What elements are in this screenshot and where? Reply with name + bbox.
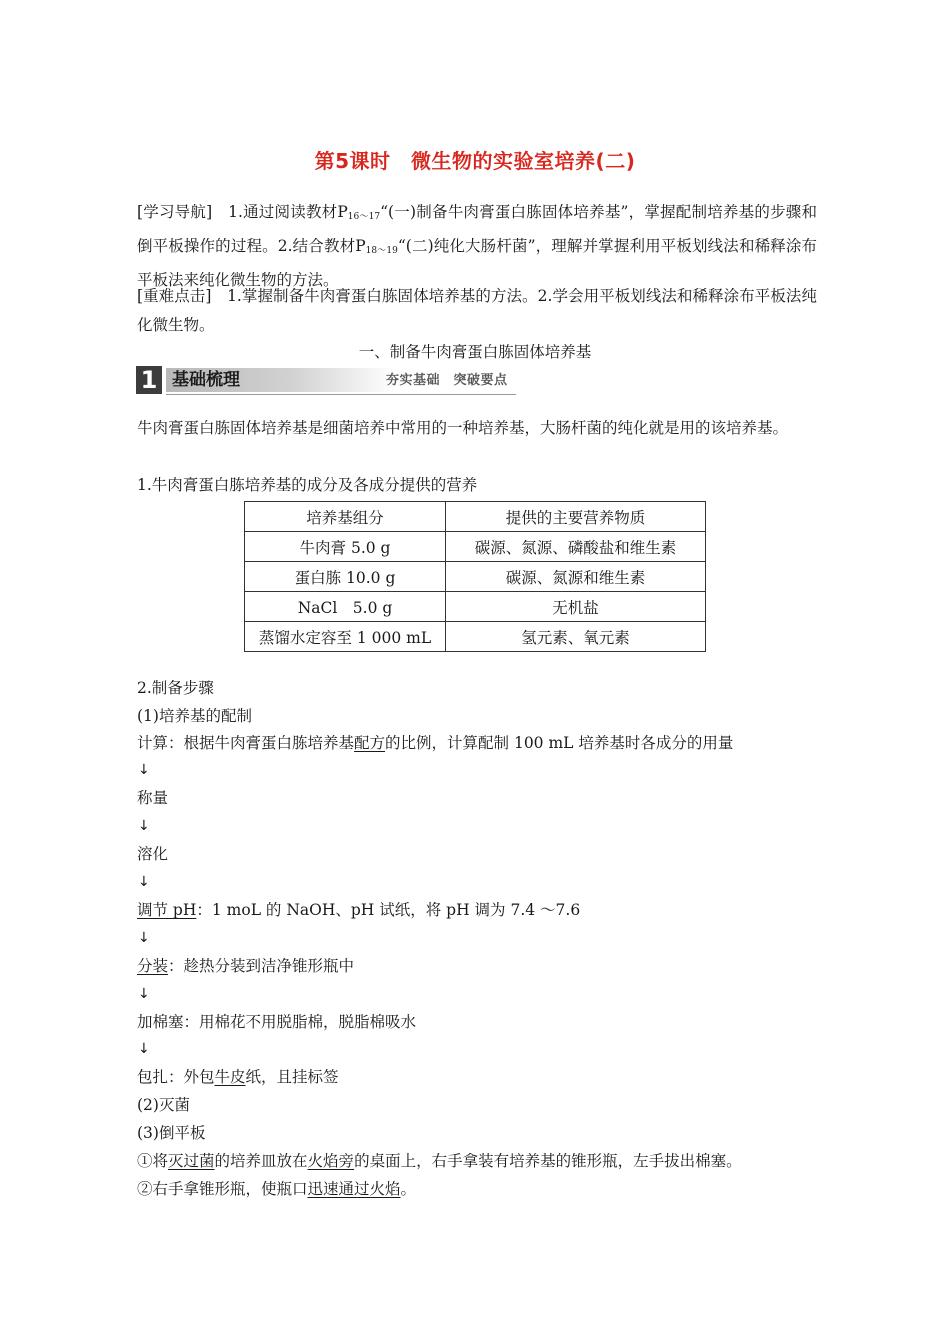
step-calculate [137, 732, 733, 754]
step-text: 纸，且挂标签 [245, 1068, 339, 1086]
step-subheading-3: (3)倒平板 [137, 1124, 206, 1142]
underlined-term: 灭过菌 [168, 1152, 215, 1170]
banner-divider [166, 394, 516, 395]
step-text: 的培养皿放在 [214, 1152, 308, 1170]
step-plug: 加棉塞：用棉花不用脱脂棉，脱脂棉吸水 [137, 1013, 417, 1031]
step-subheading-2: (2)灭菌 [137, 1096, 190, 1114]
page-title: 第5课时 微生物的实验室培养(二) [314, 149, 636, 173]
item-1-heading: 1.牛肉膏蛋白胨培养基的成分及各成分提供的营养 [137, 476, 478, 494]
pour-step-2 [137, 1178, 416, 1200]
underlined-term: 配方 [354, 734, 386, 752]
underlined-term: 迅速通过火焰 [307, 1180, 401, 1198]
pour-step-1 [137, 1150, 742, 1172]
underlined-term: 调节 pH [137, 901, 197, 919]
table-row [245, 622, 706, 652]
step-adjust-ph [137, 899, 580, 921]
step-subheading-1: (1)培养基的配制 [137, 707, 252, 725]
item-2-heading: 2.制备步骤 [137, 679, 214, 697]
banner-subtitle: 夯实基础 突破要点 [386, 373, 508, 388]
step-wrap [137, 1066, 339, 1088]
underlined-term: 牛皮 [214, 1068, 246, 1086]
intro-paragraph: 牛肉膏蛋白胨固体培养基是细菌培养中常用的一种培养基，大肠杆菌的纯化就是用的该培养基。 [137, 419, 789, 437]
down-arrow-icon: ↓ [138, 930, 150, 946]
table-cell: 蒸馏水定容至 1 000 mL [245, 622, 446, 652]
table-cell: 无机盐 [446, 592, 706, 622]
table-cell: 碳源、氮源和维生素 [446, 562, 706, 592]
down-arrow-icon: ↓ [138, 1041, 150, 1057]
banner-title: 基础梳理 [172, 370, 240, 390]
table-cell: 碳源、氮源、磷酸盐和维生素 [446, 532, 706, 562]
step-text: 的桌面上，右手拿装有培养基的锥形瓶，左手拔出棉塞。 [354, 1152, 742, 1170]
step-dispense [137, 955, 354, 977]
step-text: ：趁热分装到洁净锥形瓶中 [168, 957, 355, 975]
guide-subscript-1: 16～17 [347, 212, 381, 222]
step-text: 包扎：外包 [137, 1068, 215, 1086]
down-arrow-icon: ↓ [138, 818, 150, 834]
learning-guide [137, 198, 817, 295]
learning-guide-label: [学习导航] [137, 203, 213, 221]
section-heading: 一、制备牛肉膏蛋白胨固体培养基 [358, 343, 592, 361]
step-text: 的比例，计算配制 100 mL 培养基时各成分的用量 [385, 734, 734, 752]
step-weigh: 称量 [137, 789, 169, 807]
down-arrow-icon: ↓ [138, 762, 150, 778]
table-header: 培养基组分 [245, 502, 446, 532]
step-dissolve: 溶化 [137, 845, 169, 863]
nutrient-table [244, 501, 706, 652]
guide-text-2: “(一)制备牛肉膏蛋白胨固体培养基”，掌握配制培养基的步骤和倒平板操作的过程。2.结合教材P [137, 203, 817, 255]
guide-text-1: 1.通过阅读教材P [228, 203, 348, 221]
key-points-label: [重难点击] [137, 287, 212, 305]
table-cell: 氢元素、氧元素 [446, 622, 706, 652]
step-text: ：1 moL 的 NaOH、pH 试纸，将 pH 调为 7.4 ～7.6 [196, 901, 581, 919]
table-row [245, 592, 706, 622]
step-text: 。 [400, 1180, 417, 1198]
table-cell: 牛肉膏 5.0 g [245, 532, 446, 562]
down-arrow-icon: ↓ [138, 986, 150, 1002]
table-header-row [245, 502, 706, 532]
table-row [245, 532, 706, 562]
down-arrow-icon: ↓ [138, 874, 150, 890]
table-row [245, 562, 706, 592]
underlined-term: 火焰旁 [307, 1152, 355, 1170]
table-cell: 蛋白胨 10.0 g [245, 562, 446, 592]
step-text: ②右手拿锥形瓶，使瓶口 [137, 1180, 308, 1198]
table-cell: NaCl 5.0 g [245, 592, 446, 622]
banner-number: 1 [136, 366, 162, 394]
guide-subscript-2: 18～19 [365, 246, 398, 256]
key-points-text: 1.掌握制备牛肉膏蛋白胨固体培养基的方法。2.学会用平板划线法和稀释涂布平板法纯化微生物。 [137, 287, 817, 334]
step-text: 计算：根据牛肉膏蛋白胨培养基 [137, 734, 355, 752]
table-header: 提供的主要营养物质 [446, 502, 706, 532]
step-text: ①将 [137, 1152, 169, 1170]
key-points [137, 282, 817, 340]
basics-banner [136, 366, 516, 396]
guide-text-3: “(二)纯化大肠杆菌”，理解并掌握利用平板划线法和稀释涂布平板法来纯化微生物的方法。 [137, 237, 817, 289]
underlined-term: 分装 [137, 957, 169, 975]
